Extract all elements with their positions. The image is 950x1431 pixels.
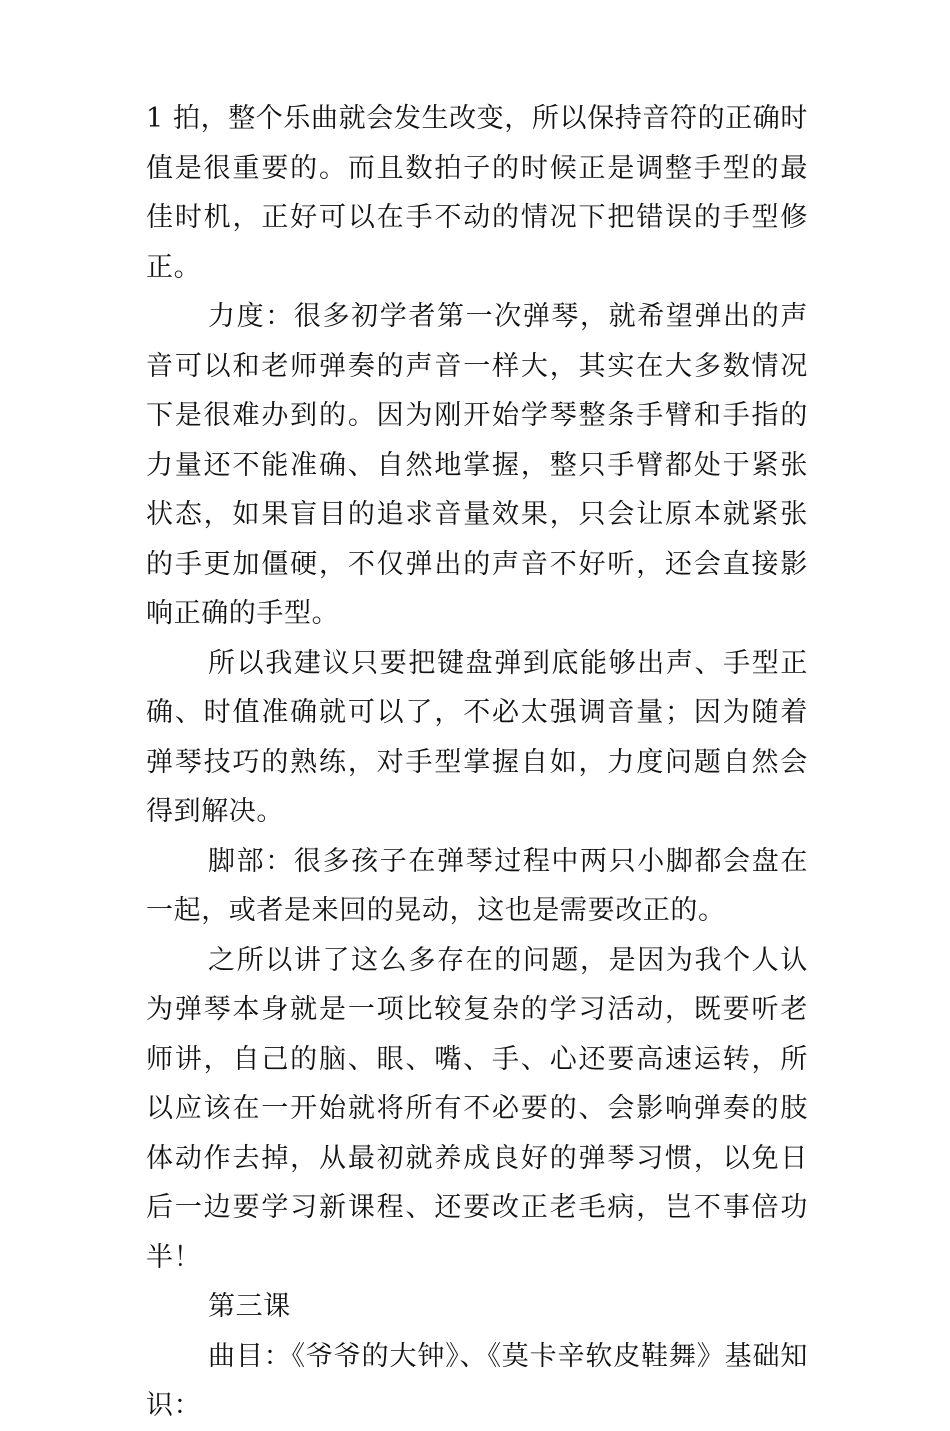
paragraph-pieces: 曲目：《爷爷的大钟》、《莫卡辛软皮鞋舞》基础知识： <box>146 1340 808 1421</box>
lesson-heading: 第三课 <box>208 1291 291 1322</box>
document-body <box>146 94 808 1431</box>
paragraph-continued: 1 拍，整个乐曲就会发生改变，所以保持音符的正确时值是很重要的。而且数拍子的时候正是调整手型的最佳时机，正好可以在手不动的情况下把错误的手型修正。 <box>146 103 808 283</box>
paragraph-reason: 之所以讲了这么多存在的问题，是因为我个人认为弹琴本身就是一项比较复杂的学习活动，既要听老师讲，自己的脑、眼、嘴、手、心还要高速运转，所以应该在一开始就将所有不必要的、会影响弹奏的肢体动作去掉，从最初就养成良好的弹琴习惯，以免日后一边要学习新课程、还要改正老毛病，岂不事倍功半！ <box>146 944 808 1273</box>
paragraph-strength: 力度：很多初学者第一次弹琴，就希望弹出的声音可以和老师弹奏的声音一样大，其实在大多数情况下是很难办到的。因为刚开始学琴整条手臂和手指的力量还不能准确、自然地掌握，整只手臂都处于紧张状态，如果盲目的追求音量效果，只会让原本就紧张的手更加僵硬，不仅弹出的声音不好听，还会直接影响正确的手型。 <box>146 301 808 629</box>
paragraph-feet: 脚部：很多孩子在弹琴过程中两只小脚都会盘在一起，或者是来回的晃动，这也是需要改正的。 <box>146 845 808 926</box>
paragraph-suggestion: 所以我建议只要把键盘弹到底能够出声、手型正确、时值准确就可以了，不必太强调音量；因为随着弹琴技巧的熟练，对手型掌握自如，力度问题自然会得到解决。 <box>146 647 808 827</box>
